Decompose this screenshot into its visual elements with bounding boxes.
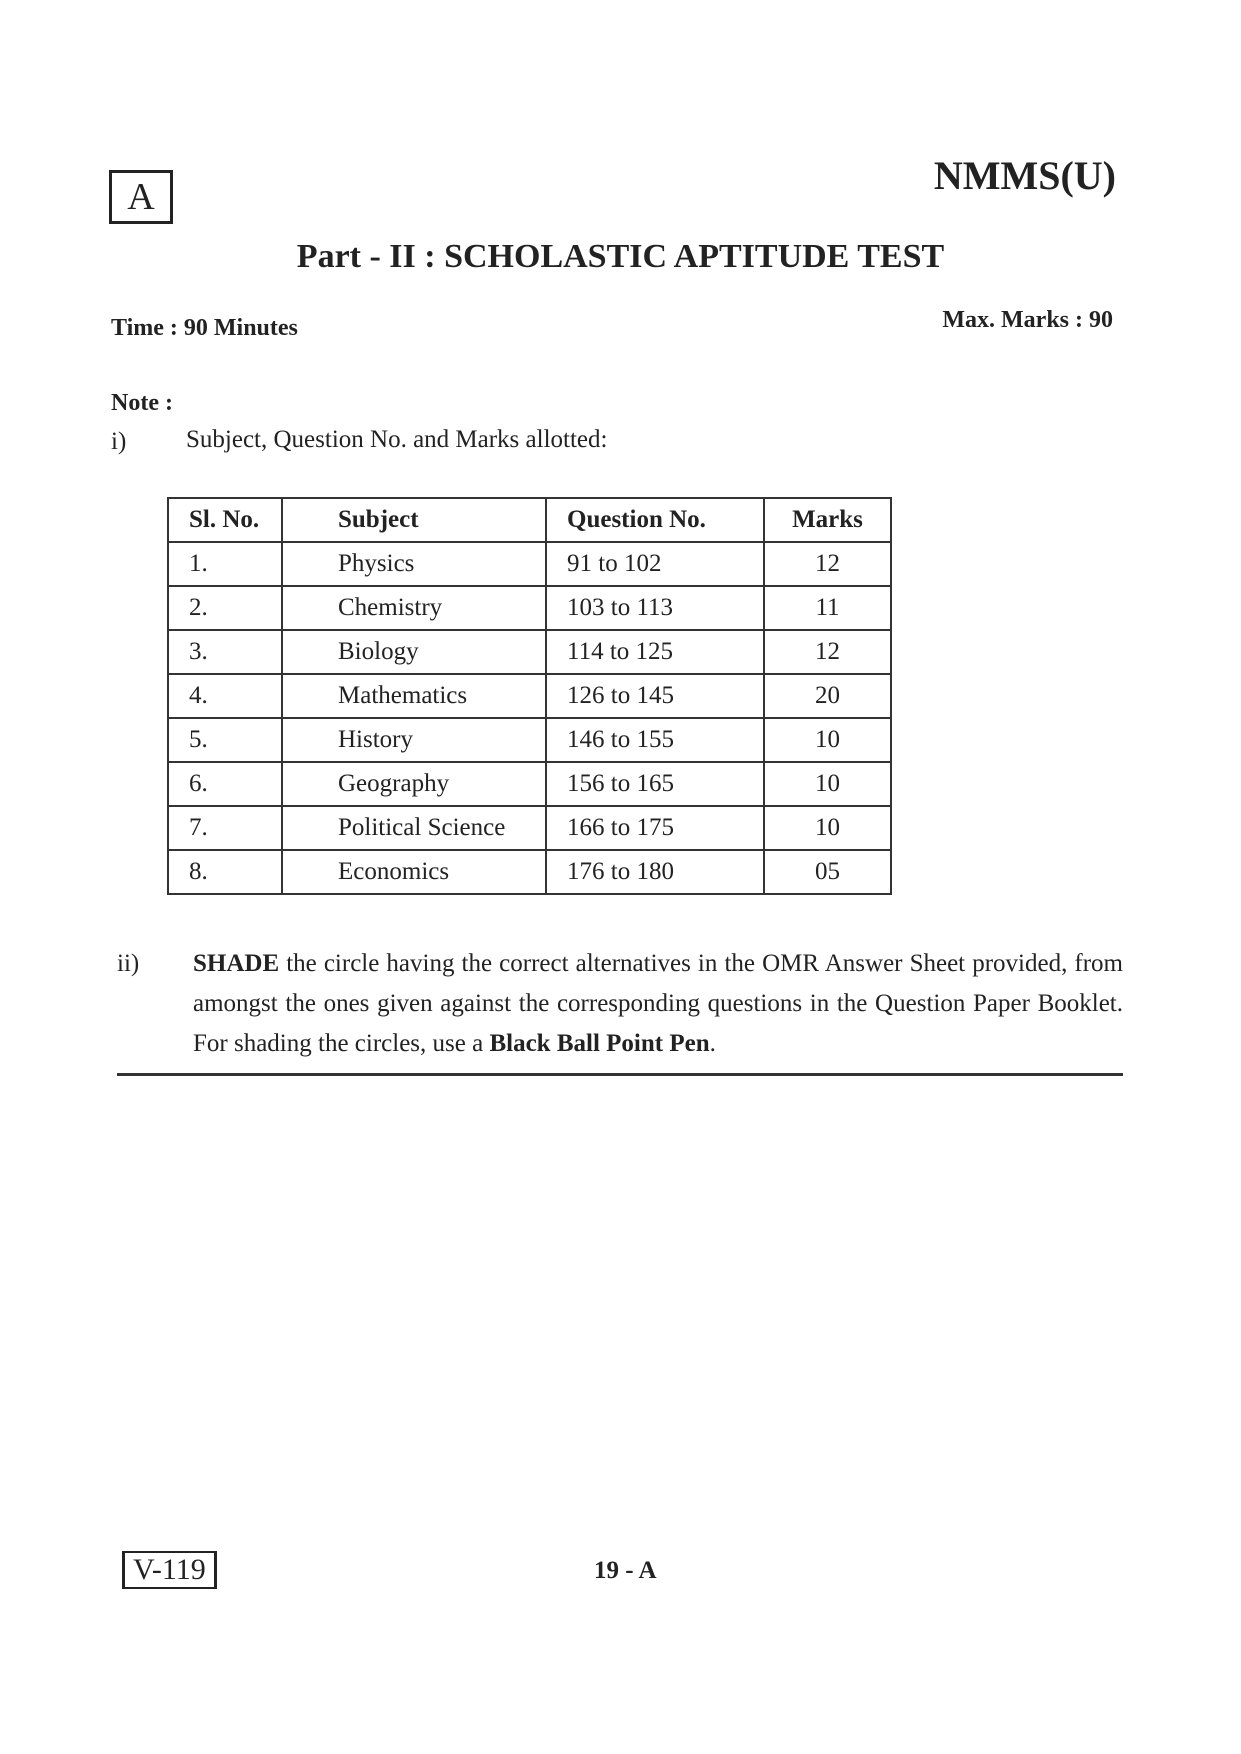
note-item-2-number: ii) [117,950,140,977]
cell-question-no: 126 to 145 [546,674,764,718]
cell-sl-no: 8. [168,850,282,894]
cell-question-no: 91 to 102 [546,542,764,586]
cell-marks: 10 [764,762,891,806]
cell-subject: Economics [282,850,546,894]
table-row [168,630,891,674]
cell-subject: Physics [282,542,546,586]
note-item-1-text: Subject, Question No. and Marks allotted: [186,426,608,453]
max-marks: Max. Marks : 90 [942,307,1113,333]
cell-sl-no: 4. [168,674,282,718]
cell-subject: Political Science [282,806,546,850]
table-row [168,850,891,894]
note-item-1-number: i) [111,428,127,455]
cell-sl-no: 6. [168,762,282,806]
table-row [168,674,891,718]
header-subject: Subject [282,498,546,542]
booklet-code-box: V-119 [122,1551,217,1589]
cell-sl-no: 7. [168,806,282,850]
time-allowed: Time : 90 Minutes [111,315,298,341]
note-label: Note : [111,390,173,416]
marks-allotment-table [167,497,892,895]
header-marks: Marks [764,498,891,542]
header-question-no: Question No. [546,498,764,542]
cell-question-no: 103 to 113 [546,586,764,630]
header-sl-no: Sl. No. [168,498,282,542]
cell-question-no: 146 to 155 [546,718,764,762]
cell-marks: 05 [764,850,891,894]
table-row [168,762,891,806]
cell-marks: 10 [764,806,891,850]
cell-subject: History [282,718,546,762]
shade-keyword: SHADE [193,950,280,977]
cell-subject: Geography [282,762,546,806]
cell-marks: 12 [764,542,891,586]
cell-subject: Biology [282,630,546,674]
section-divider [117,1073,1123,1076]
cell-sl-no: 1. [168,542,282,586]
table-row [168,806,891,850]
table-header-row [168,498,891,542]
note-item-2-text [193,944,1123,1064]
cell-marks: 10 [764,718,891,762]
note-item-2-end: . [709,1030,716,1057]
cell-question-no: 166 to 175 [546,806,764,850]
page-number: 19 - A [594,1557,657,1584]
pen-keyword: Black Ball Point Pen [489,1030,710,1057]
cell-sl-no: 3. [168,630,282,674]
table-row [168,718,891,762]
cell-question-no: 176 to 180 [546,850,764,894]
page-title: Part - II : SCHOLASTIC APTITUDE TEST [296,238,945,275]
table-row [168,542,891,586]
cell-marks: 12 [764,630,891,674]
cell-sl-no: 2. [168,586,282,630]
cell-subject: Chemistry [282,586,546,630]
cell-question-no: 114 to 125 [546,630,764,674]
cell-subject: Mathematics [282,674,546,718]
set-code-box: A [109,170,173,224]
cell-sl-no: 5. [168,718,282,762]
cell-marks: 11 [764,586,891,630]
table-row [168,586,891,630]
note-item-2-body: the circle having the correct alternatives in the OMR Answer Sheet provided, from amongst the ones given against the corresponding questions in the Question Paper Booklet. For shading the circles, use a [193,950,1123,1057]
cell-marks: 20 [764,674,891,718]
cell-question-no: 156 to 165 [546,762,764,806]
exam-code: NMMS(U) [933,153,1116,198]
